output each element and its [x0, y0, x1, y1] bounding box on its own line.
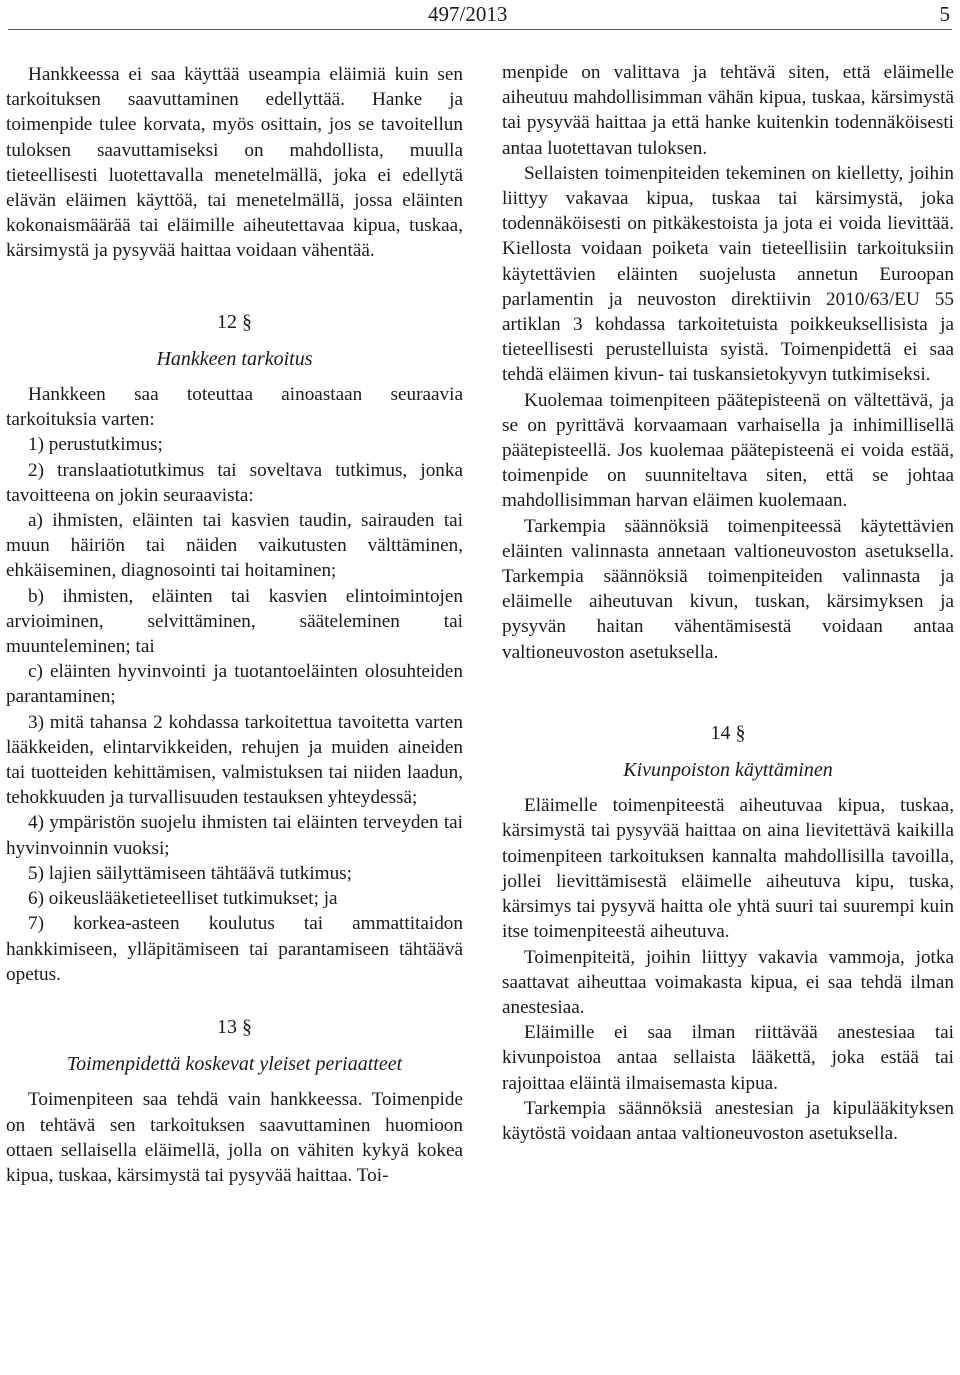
section-12-heading	[6, 310, 463, 372]
section-number: 12 §	[217, 310, 252, 333]
section-14-paragraph: Tarkempia säännöksiä anestesian ja kipulääkityksen käytöstä voidaan antaa valtioneuvoston asetuksella.	[502, 1097, 954, 1144]
page-number: 5	[939, 2, 950, 26]
list-item: 1) perustutkimus;	[28, 434, 163, 456]
list-item: 6) oikeuslääketieteelliset tutkimukset; ja	[28, 888, 338, 910]
header-rule	[8, 29, 952, 30]
section-13-paragraph: Toimenpiteen saa tehdä vain hankkeessa. Toimenpide on tehtävä sen tarkoituksen saavuttaminen huomioon ottaen sellaisella eläimellä, jolla on vähiten kykyä kokea kipua, tuskaa, kärsimystä tai pysyvää haittaa. Toi-	[6, 1089, 463, 1186]
list-item: a) ihmisten, eläinten tai kasvien taudin, sairauden tai muun häiriön tai näiden vaikutusten välttäminen, ehkäiseminen, diagnosointi tai hoitaminen;	[6, 510, 463, 582]
intro-paragraph: Hankkeessa ei saa käyttää useampia eläimiä kuin sen tarkoituksen saavuttaminen edellyttää. Hanke ja toimenpide tulee korvata, myös osittain, jos se tavoitellun tuloksen saavuttamiseksi on mahdollista, muulla tieteellisesti luotettavalla menetelmällä, joka ei edellytä elävän eläimen käyttöä, tai menetelmällä, jossa eläinten kokonaismäärää tai eläimille aiheutettavaa kipua, tuskaa, kärsimystä ja pysyvää haittaa voidaan vähentää.	[6, 64, 463, 262]
section-title: Toimenpidettä koskevat yleiset periaatteet	[66, 1053, 403, 1076]
section-number: 13 §	[217, 1015, 252, 1038]
list-item: b) ihmisten, eläinten tai kasvien elintoimintojen arvioiminen, selvittäminen, säätelеminen tai muunteleminen; tai	[6, 585, 463, 658]
section-13-heading	[6, 1015, 463, 1077]
section-12-paragraph: Hankkeen saa toteuttaa ainoastaan seuraavia tarkoituksia varten:	[6, 384, 463, 431]
page-header	[0, 0, 960, 30]
paragraph: Tarkempia säännöksiä toimenpiteessä käytettävien eläinten valinnasta annetaan valtioneuvoston asetuksella. Tarkempia säännöksiä toimenpiteiden valinnasta ja eläimelle aiheutuvan kivun, tuskan, kärsimyksen ja pysyvän haitan vähentämisestä voidaan antaa valtioneuvoston asetuksella.	[502, 515, 954, 663]
paragraph: Kuolemaa toimenpiteen päätepisteenä on vältettävä, ja se on pyrittävä korvaamaan varhaisella ja inhimillisellä päätepisteellä. Jos kuolemaa päätepisteenä ei voida estää, toimenpide on suunniteltava siten, että se johtaa mahdollisimman harvan eläimen kuolemaan.	[502, 389, 954, 512]
list-item: 7) korkea-asteen koulutus tai ammattitaidon hankkimiseen, ylläpitämiseen tai parantamiseen tähtäävä opetus.	[6, 913, 463, 985]
continued-paragraph: menpide on valittava ja tehtävä siten, että eläimelle aiheutuu mahdollisimman vähän kipua, tuskaa, kärsimystä tai pysyvää haittaa ja että hanke kuitenkin todennäköisesti antaa luotettavan tuloksen.	[502, 62, 954, 159]
list-item: 4) ympäristön suojelu ihmisten tai eläinten terveyden tai hyvinvoinnin vuoksi;	[6, 812, 463, 859]
section-14-paragraph: Eläimelle toimenpiteestä aiheutuvaa kipua, tuskaa, kärsimystä tai pysyvää haittaa on aina lievitettävä kaikilla toimenpiteen tarkoituksen kannalta mahdollisilla tavoilla, jollei lievittämisestä eläimelle aiheutuva kipu, tuska, kärsimys tai pysyvä haitta ole yhtä suuri tai suurempi kuin itse toimenpiteestä aiheutuva.	[502, 795, 954, 943]
section-title: Kivunpoiston käyttäminen	[623, 759, 833, 782]
left-column	[6, 62, 463, 1188]
publication-number: 497/2013	[428, 2, 508, 26]
section-14-heading	[502, 721, 954, 783]
right-column	[502, 60, 954, 1146]
list-item: 2) translaatiotutkimus tai soveltava tutkimus, jonka tavoitteena on jokin seuraavista:	[6, 459, 463, 506]
list-item: 3) mitä tahansa 2 kohdassa tarkoitettua tavoitetta varten lääkkeiden, elintarvikkeiden, rehujen ja muiden aineiden tai tuotteiden kehittämisen, valmistuksen tai niiden laadun, tehokkuuden ja turvallisuuden testauksen yhteydessä;	[6, 711, 463, 809]
list-item: 5) lajien säilyttämiseen tähtäävä tutkimus;	[28, 862, 352, 884]
section-14-paragraph: Eläimille ei saa ilman riittävää anestesiaa tai kivunpoistoa antaa sellaista lääkettä, joka estää tai rajoittaa eläintä ilmaisemasta kipua.	[502, 1022, 954, 1094]
paragraph: Sellaisten toimenpiteiden tekeminen on kielletty, joihin liittyy vakavaa kipua, tuskaa tai kärsimystä, joka todennäköisesti on pitkäkestoista ja jota ei voida lievittää. Kiellosta voidaan poiketa vain tieteellisiin tarkoituksiin käytettävien eläinten suojelusta annetun Euroopan parlamentin ja neuvoston direktiivin 2010/63/EU 55 artiklan 3 kohdassa tarkoitetuista poikkeuksellisista ja tieteellisesti perustelluista syistä. Toimenpidettä ei saa tehdä eläimen kivun- tai tuskansietokyvyn tutkimiseksi.	[502, 162, 954, 386]
list-item: c) eläinten hyvinvointi ja tuotantoeläinten olosuhteiden parantaminen;	[6, 661, 463, 708]
section-title: Hankkeen tarkoitus	[156, 347, 313, 370]
section-14-paragraph: Toimenpiteitä, joihin liittyy vakavia vammoja, jotka saattavat aiheuttaa voimakasta kipua, ei saa tehdä ilman anestesiaa.	[502, 946, 954, 1018]
section-number: 14 §	[710, 721, 746, 744]
